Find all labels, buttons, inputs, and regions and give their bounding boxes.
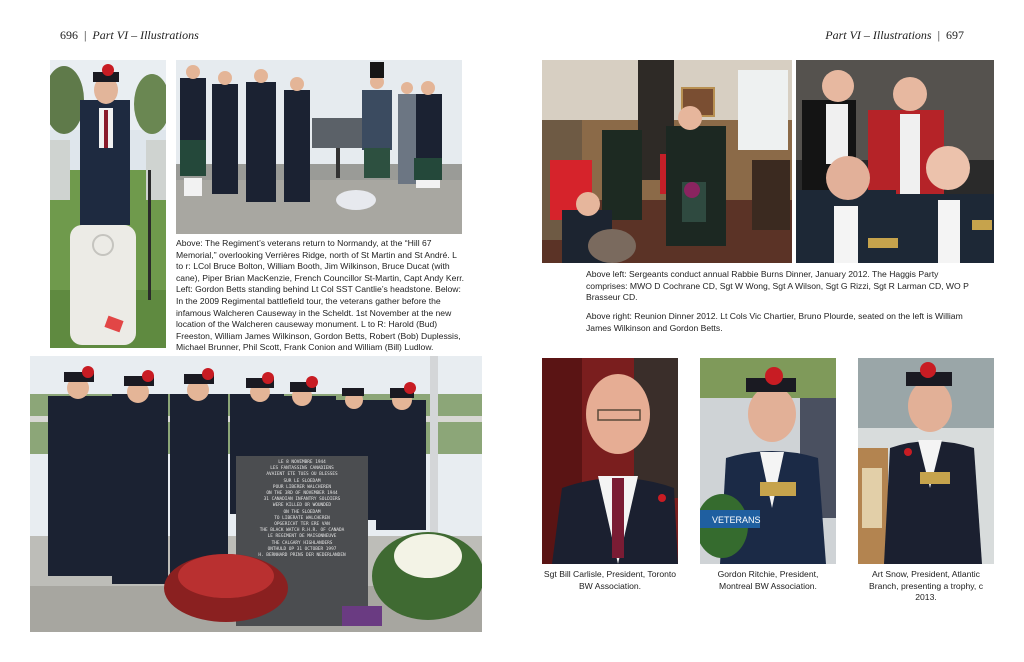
photo-bill-carlisle — [542, 358, 678, 564]
caption-reunion-text: Above right: Reunion Dinner 2012. Lt Cols Vic Chartier, Bruno Plourde, seated on the left is William James Wilkinson and Gordon Betts. — [586, 311, 963, 333]
caption-burns-dinner-text: Above left: Sergeants conduct annual Rabbie Burns Dinner, January 2012. The Haggis Party comprises: MWO D Cochrane CD, Sgt W Wong, Sgt A Wilson, Sgt G Rizzi, Sgt R Larman CD, WO P Brasseur CD. — [586, 269, 969, 303]
monument-line: LE REGIMENT DE MAISONNEUVE — [267, 534, 337, 540]
monument-line: WERE KILLED OR WOUNDED — [272, 503, 332, 509]
monument-line: ONTHULD OP 31 OCTOBER 1997 — [267, 546, 337, 552]
caption-reunion — [586, 311, 970, 334]
monument-line: AVAIENT ETE TUES OU BLESSES — [266, 472, 338, 478]
right-header-section: Part VI – Illustrations — [825, 28, 932, 42]
left-page-number: 696 — [60, 28, 78, 42]
monument-line: 31 CANADIAN INFANTRY SOLDIERS — [263, 497, 341, 503]
right-page-header — [825, 28, 964, 43]
caption-snow-text: Art Snow, President, Atlantic Branch, presenting a trophy, c 2013. — [868, 569, 983, 603]
monument-inscription — [240, 460, 364, 559]
photo-art-snow — [858, 358, 994, 564]
left-header-separator: | — [84, 28, 87, 42]
left-page-header — [60, 28, 199, 43]
monument-line: THE BLACK WATCH R.H.R. OF CANADA — [259, 528, 345, 534]
monument-line: THE CALGARY HIGHLANDERS — [271, 540, 333, 546]
monument-line: ON THE SLOEDAM — [283, 509, 321, 515]
photo-headstone — [50, 60, 166, 348]
right-page-number: 697 — [946, 28, 964, 42]
photo-burns-dinner — [542, 60, 792, 263]
monument-line: SUR LE SLOEDAM — [283, 478, 321, 484]
monument-line: LES FANTASSINS CANADIENS — [270, 466, 334, 472]
caption-burns-dinner — [586, 269, 970, 304]
right-header-separator: | — [937, 28, 940, 42]
caption-carlisle — [542, 569, 678, 592]
monument-line: OPGERICHT TER ERE VAN — [274, 522, 330, 528]
monument-line: TO LIBERATE WALCHEREN — [274, 515, 330, 521]
caption-ritchie-text: Gordon Ritchie, President, Montreal BW Association. — [717, 569, 819, 591]
caption-normandy — [176, 238, 466, 354]
wreath-banner-text: VETERANS — [712, 515, 761, 525]
caption-ritchie — [700, 569, 836, 592]
monument-line: LE 8 NOVEMBRE 1944 — [278, 460, 326, 465]
photo-normandy-veterans — [176, 60, 462, 234]
caption-carlisle-text: Sgt Bill Carlisle, President, Toronto BW Association. — [543, 569, 677, 591]
monument-line: ON THE 3RD OF NOVEMBER 1944 — [266, 491, 338, 497]
photo-reunion-dinner — [796, 60, 994, 263]
left-header-section: Part VI – Illustrations — [92, 28, 199, 42]
monument-line: H. BERNHARD PRINS DER NEDERLANDEN — [258, 553, 346, 559]
caption-snow — [862, 569, 990, 604]
photo-walcheren-monument — [30, 356, 482, 632]
monument-line: POUR LIBERER WALCHEREN — [272, 484, 332, 490]
caption-normandy-text: Above: The Regiment’s veterans return to Normandy, at the “Hill 67 Memorial,” overlooking Verrières Ridge, north of St Martin and St André. L to r: LCol Bruce Bolton, William Booth, Jim Wilkinson, Bruce Ducat (with cane), Piper Brian MacKenzie, French Councillor St-Martin, Capt Andy Kerr. Left: Gordon Betts standing behind Lt Col SST Cantlie’s headstone. Below: In the 2009 Regimental battlefield tour, the veterans gather before the infamous Walcheren Causeway in the Scheldt. 1st November at the new location of the Walcheren causeway monument. L to R: Harold (Bud) Freeston, William James Wilkinson, Gordon Betts, Robert (Bob) Duplessis, Michael Brunner, Phil Scott, Frank Conion and William (Bill) Ludlow. — [176, 238, 465, 353]
photo-gordon-ritchie — [700, 358, 836, 564]
